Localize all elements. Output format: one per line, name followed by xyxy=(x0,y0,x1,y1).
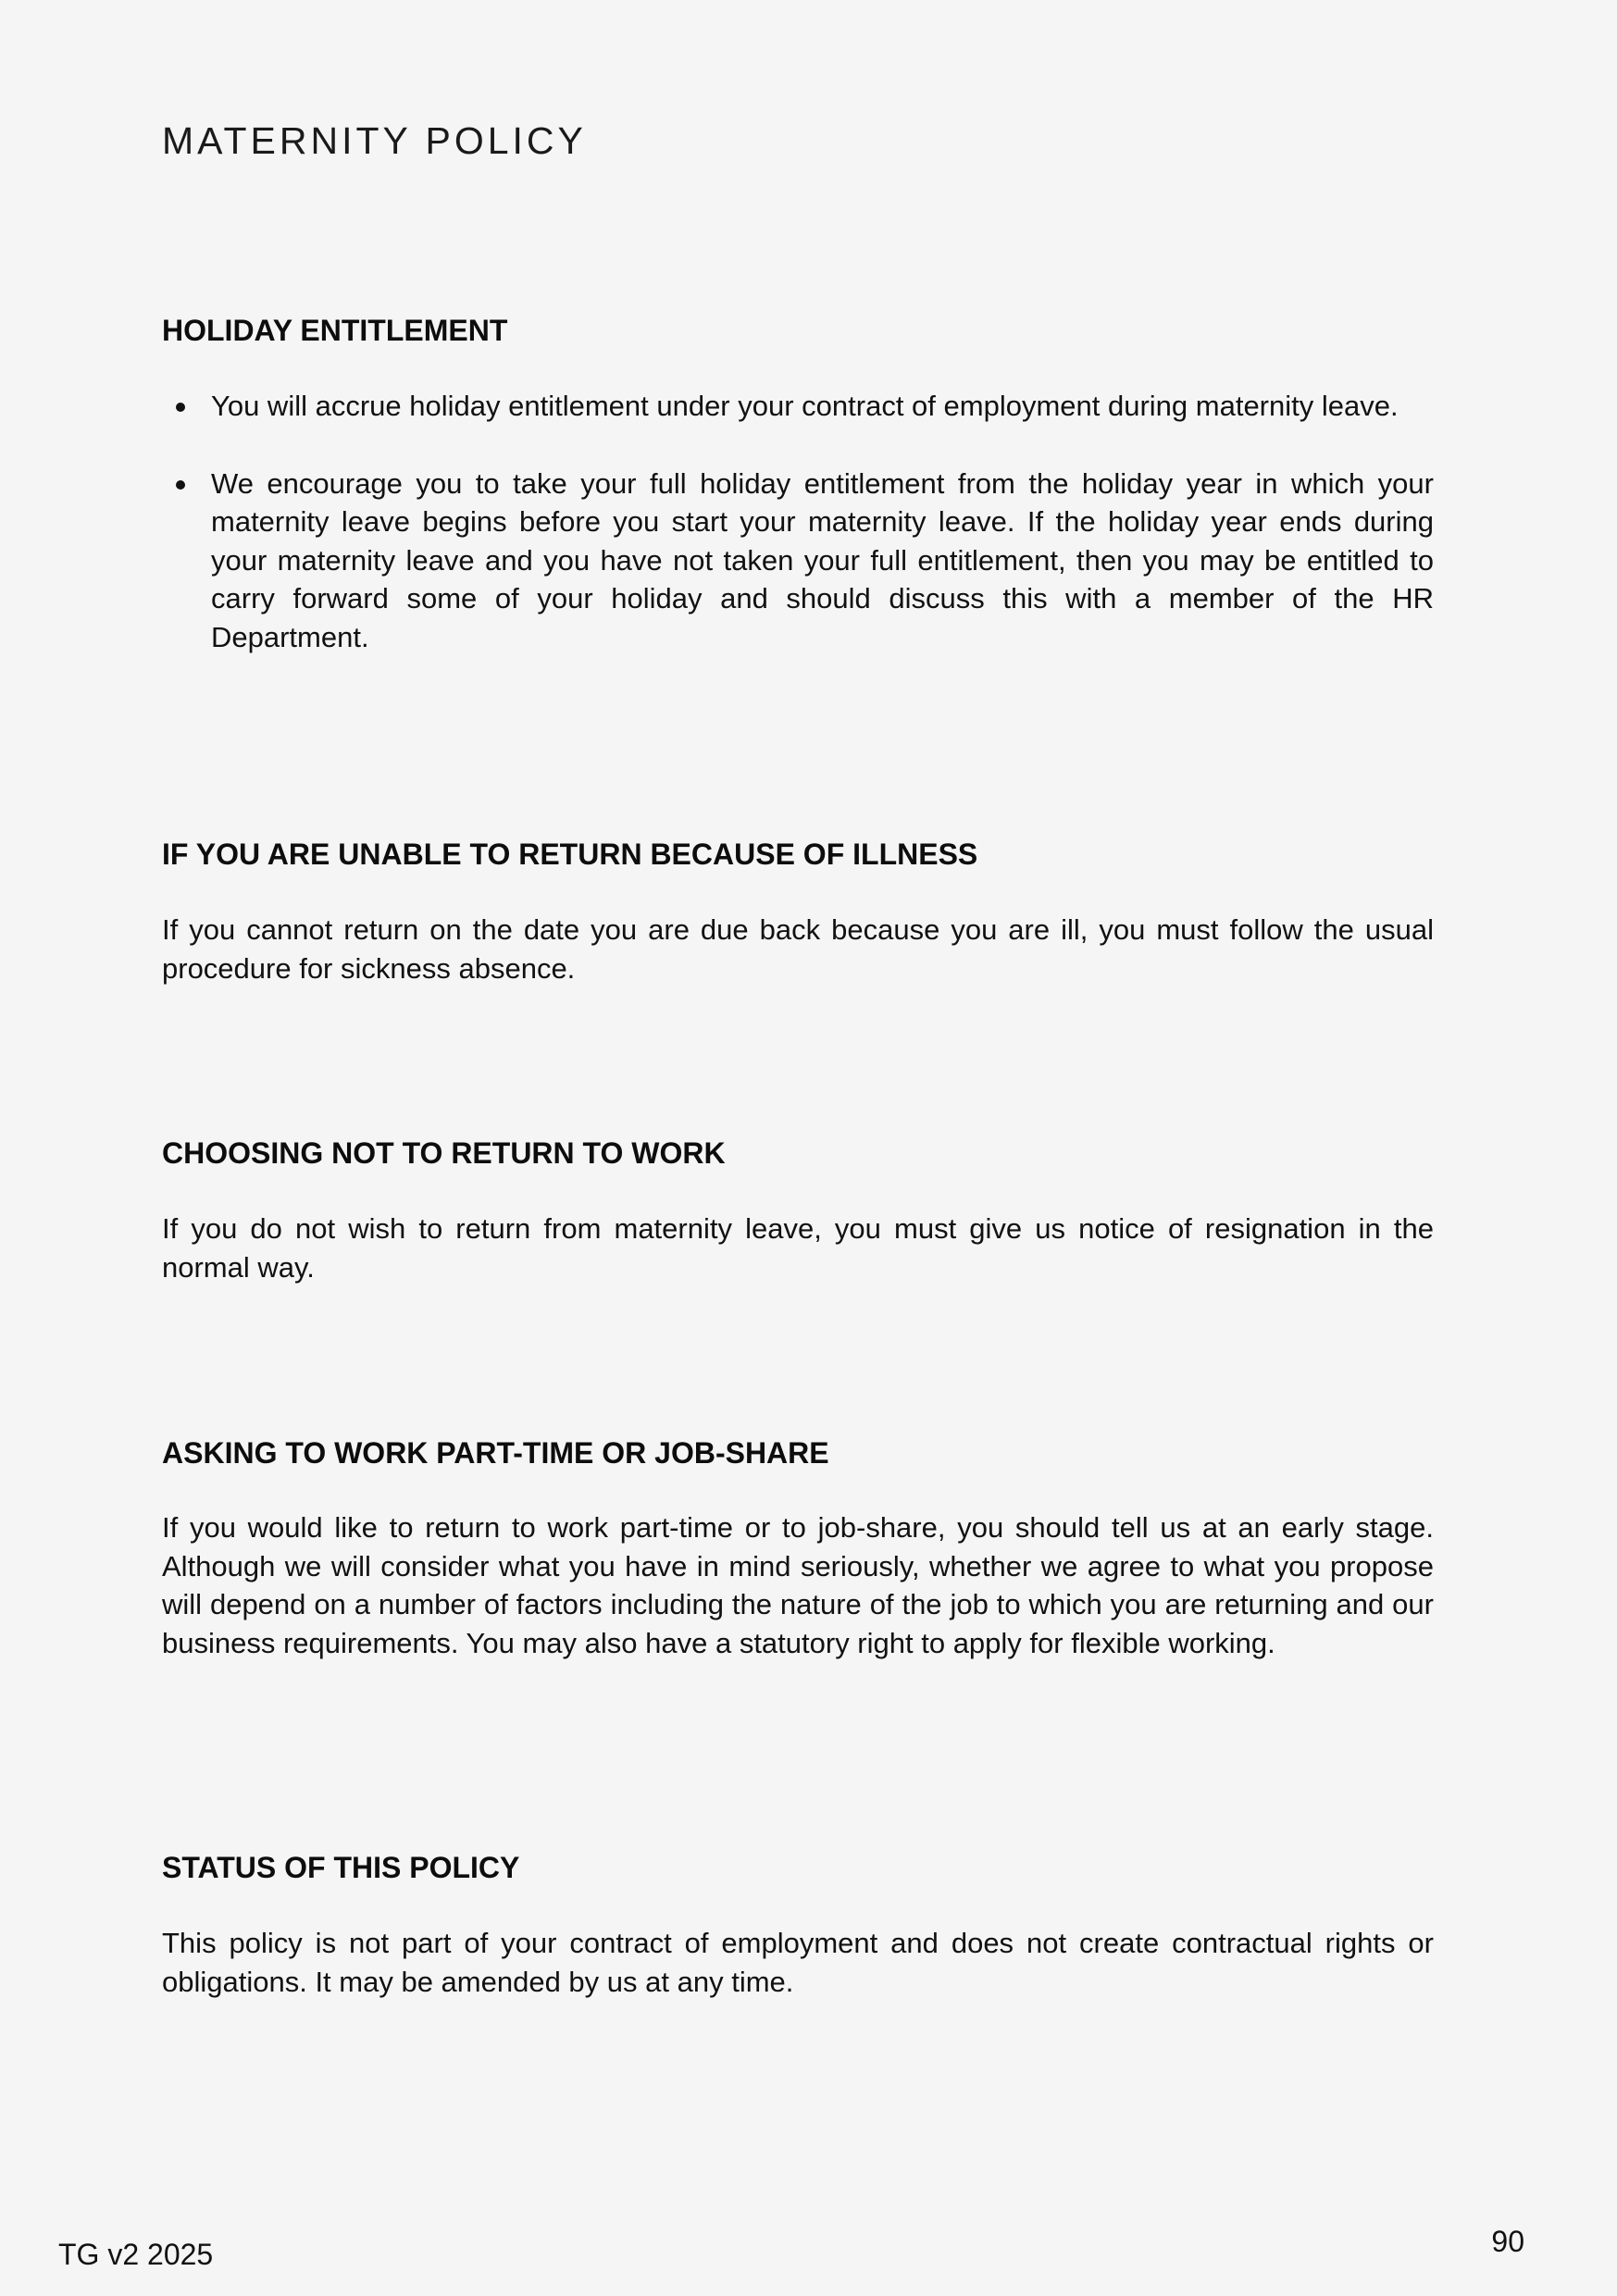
list-item xyxy=(162,387,1434,426)
list-item-text: You will accrue holiday entitlement under your contract of employment during maternity leave. xyxy=(211,390,1399,422)
not-return-paragraph: If you do not wish to return from maternity leave, you must give us notice of resignation in the normal way. xyxy=(162,1212,1434,1284)
page-number: 90 xyxy=(1491,2225,1524,2258)
section-heading-illness: IF YOU ARE UNABLE TO RETURN BECAUSE OF ILLNESS xyxy=(162,838,978,871)
bullet-icon xyxy=(176,403,185,412)
part-time-paragraph: If you would like to return to work part-time or to job-share, you should tell us at an early stage. Although we will consider what you have in mind seriously, whether we agree to what you propose will depend on a number of factors including the nature of the job to which you are returning and our business requirements. You may also have a statutory right to apply for flexible working. xyxy=(162,1511,1434,1659)
holiday-entitlement-list xyxy=(162,387,1434,695)
bullet-icon xyxy=(176,480,185,490)
section-heading-part-time: ASKING TO WORK PART-TIME OR JOB-SHARE xyxy=(162,1436,829,1470)
page-title: MATERNITY POLICY xyxy=(162,119,587,162)
list-item xyxy=(162,465,1434,657)
section-heading-not-return: CHOOSING NOT TO RETURN TO WORK xyxy=(162,1136,726,1170)
footer-version: TG v2 2025 xyxy=(58,2238,214,2271)
status-paragraph: This policy is not part of your contract of employment and does not create contractual rights or obligations. It may be amended by us at any time. xyxy=(162,1927,1434,1998)
illness-paragraph: If you cannot return on the date you are due back because you are ill, you must follow the usual procedure for sickness absence. xyxy=(162,913,1434,985)
section-heading-holiday-entitlement: HOLIDAY ENTITLEMENT xyxy=(162,314,508,347)
list-item-text: We encourage you to take your full holiday entitlement from the holiday year in which your maternity leave begins before you start your maternity leave. If the holiday year ends during your maternity leave and you have not taken your full entitlement, then you may be entitled to carry forward some of your holiday and should discuss this with a member of the HR Department. xyxy=(211,466,1434,653)
section-heading-status: STATUS OF THIS POLICY xyxy=(162,1851,520,1884)
